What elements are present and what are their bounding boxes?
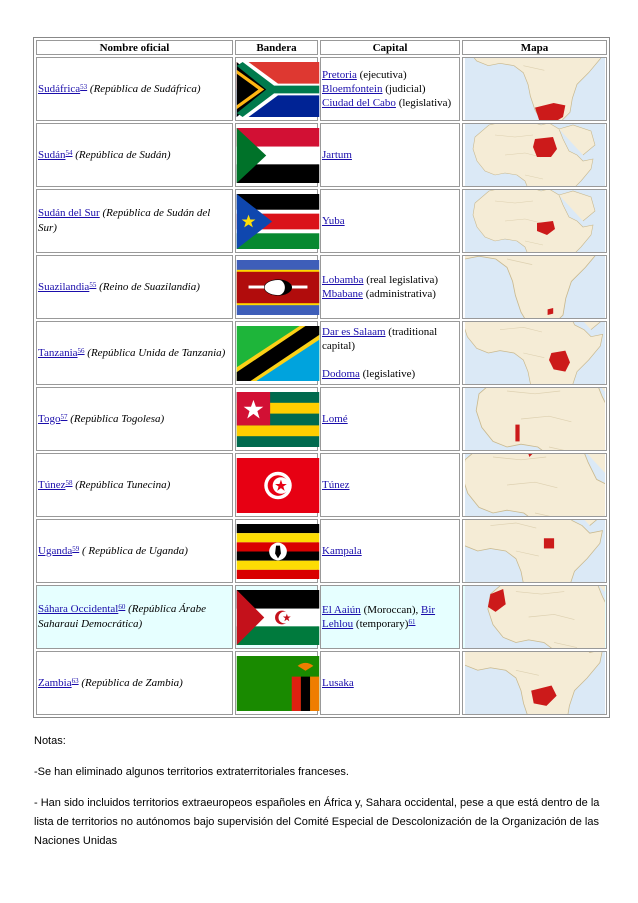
capital-note: (legislative) xyxy=(359,368,416,380)
table-row xyxy=(36,189,607,253)
country-official-name: (República Árabe Saharaui Democrática) xyxy=(38,603,206,630)
flag-cell xyxy=(235,57,318,121)
country-official-name: (República de Zambia) xyxy=(78,676,183,689)
table-row xyxy=(36,585,607,649)
capital-note: (ejecutiva) xyxy=(356,69,407,81)
country-name-cell xyxy=(36,255,233,319)
country-name-cell xyxy=(36,651,233,715)
header-mapa: Mapa xyxy=(462,40,607,55)
sz-location-map-image[interactable] xyxy=(463,256,606,318)
map-cell xyxy=(462,255,607,319)
table-row xyxy=(36,255,607,319)
capital-cell xyxy=(320,387,460,451)
sz-flag-image[interactable] xyxy=(236,260,317,315)
tg-flag-image[interactable] xyxy=(236,392,317,447)
capital-note: (temporary) xyxy=(353,618,409,630)
country-official-name: (República Togolesa) xyxy=(67,412,165,425)
country-link[interactable]: Zambia xyxy=(38,676,72,689)
footnote-ref[interactable]: 61 xyxy=(408,618,416,626)
map-cell xyxy=(462,387,607,451)
footnote-ref[interactable]: 55 xyxy=(89,280,97,289)
zm-flag-image[interactable] xyxy=(236,656,317,711)
header-nombre: Nombre oficial xyxy=(36,40,233,55)
ug-flag-image[interactable] xyxy=(236,524,317,579)
map-cell xyxy=(462,585,607,649)
country-official-name: (República Unida de Tanzania) xyxy=(84,346,226,359)
notes-title: Notas: xyxy=(34,735,66,747)
capital-cell xyxy=(320,651,460,715)
flag-cell xyxy=(235,123,318,187)
capital-cell xyxy=(320,453,460,517)
tn-location-map-image[interactable] xyxy=(463,454,606,516)
capital-link[interactable]: Dodoma xyxy=(322,368,360,380)
header-capital: Capital xyxy=(320,40,460,55)
country-official-name: (República de Sudán del Sur) xyxy=(38,207,211,234)
capital-note: capital) xyxy=(322,340,355,352)
tz-flag-image[interactable] xyxy=(236,326,317,381)
flag-cell xyxy=(235,519,318,583)
footnote-ref[interactable]: 59 xyxy=(72,544,80,553)
capital-link[interactable]: Yuba xyxy=(322,215,345,227)
footnote-ref[interactable]: 53 xyxy=(80,82,88,91)
map-cell xyxy=(462,453,607,517)
country-name-cell xyxy=(36,453,233,517)
footnote-ref[interactable]: 58 xyxy=(65,478,73,487)
capital-note: (traditional xyxy=(385,326,438,338)
capital-link[interactable]: Bloemfontein xyxy=(322,83,383,95)
sd-flag-image[interactable] xyxy=(236,128,317,183)
country-official-name: (República Tunecina) xyxy=(72,478,171,491)
capital-note: (judicial) xyxy=(382,83,426,95)
flag-cell xyxy=(235,453,318,517)
country-link[interactable]: Sáhara Occidental xyxy=(38,603,119,615)
capital-link[interactable]: Lusaka xyxy=(322,677,354,689)
capital-cell xyxy=(320,57,460,121)
notes-line-2: - Han sido incluidos territorios extraeuropeos españoles en África y, Sahara occidental, pese a que está dentro de la lista de territorios no autónomos bajo supervisión del Comité Especial de Descolonización de la Organización de las Naciones Unidas xyxy=(34,797,600,847)
country-name-cell xyxy=(36,123,233,187)
country-name-cell xyxy=(36,189,233,253)
capital-cell xyxy=(320,321,460,385)
flag-cell xyxy=(235,585,318,649)
capital-link[interactable]: Dar es Salaam xyxy=(322,326,386,338)
country-link[interactable]: Uganda xyxy=(38,544,73,557)
flag-cell xyxy=(235,387,318,451)
country-link[interactable]: Túnez xyxy=(38,478,66,491)
capital-link[interactable]: Ciudad del Cabo xyxy=(322,97,396,109)
map-cell xyxy=(462,651,607,715)
map-cell xyxy=(462,123,607,187)
capital-cell xyxy=(320,519,460,583)
table-row xyxy=(36,519,607,583)
countries-table xyxy=(33,37,610,718)
tg-location-map-image[interactable] xyxy=(463,388,606,450)
country-name-cell xyxy=(36,519,233,583)
capital-link[interactable]: Kampala xyxy=(322,545,362,557)
capital-note: (legislativa) xyxy=(395,97,452,109)
capital-note: (administrativa) xyxy=(362,288,436,300)
capital-note: (Moroccan), xyxy=(360,604,421,616)
header-bandera: Bandera xyxy=(235,40,318,55)
ss-location-map-image[interactable] xyxy=(463,190,606,252)
capital-note: (real legislativa) xyxy=(363,274,439,286)
table-row xyxy=(36,651,607,715)
capital-link[interactable]: Pretoria xyxy=(322,69,357,81)
capital-link[interactable]: El Aaiún xyxy=(322,604,361,616)
map-cell xyxy=(462,519,607,583)
map-cell xyxy=(462,321,607,385)
country-link[interactable]: Sudán xyxy=(38,148,66,161)
capital-cell xyxy=(320,123,460,187)
tz-location-map-image[interactable] xyxy=(463,322,606,384)
flag-cell xyxy=(235,189,318,253)
eh-flag-image[interactable] xyxy=(236,590,317,645)
country-link[interactable]: Sudáfrica xyxy=(38,82,81,95)
ss-flag-image[interactable] xyxy=(236,194,317,249)
footnote-ref[interactable]: 57 xyxy=(60,412,68,421)
capital-link[interactable]: Jartum xyxy=(322,149,352,161)
country-official-name: (Reino de Suazilandia) xyxy=(96,280,200,293)
flag-cell xyxy=(235,255,318,319)
country-official-name: ( República de Uganda) xyxy=(79,544,188,557)
capital-link[interactable]: Bir Lehlou xyxy=(322,604,436,630)
notes-line-1: -Se han eliminado algunos territorios extraterritoriales franceses. xyxy=(34,766,349,778)
notes-section xyxy=(34,732,606,863)
country-official-name: (República de Sudán) xyxy=(72,148,171,161)
footnote-ref[interactable]: 63 xyxy=(71,676,79,685)
table-row xyxy=(36,123,607,187)
table-row xyxy=(36,57,607,121)
capital-link[interactable]: Lomé xyxy=(322,413,348,425)
flag-cell xyxy=(235,321,318,385)
footnote-ref[interactable]: 54 xyxy=(65,148,73,157)
sd-location-map-image[interactable] xyxy=(463,124,606,186)
country-official-name: (República de Sudáfrica) xyxy=(87,82,201,95)
capital-cell xyxy=(320,585,460,649)
table-header-row xyxy=(36,40,607,55)
zm-location-map-image[interactable] xyxy=(463,652,606,714)
country-link[interactable]: Tanzania xyxy=(38,346,78,359)
footnote-ref[interactable]: 56 xyxy=(77,346,85,355)
map-cell xyxy=(462,189,607,253)
tn-flag-image[interactable] xyxy=(236,458,317,513)
country-name-cell xyxy=(36,387,233,451)
table-row xyxy=(36,453,607,517)
eh-location-map-image[interactable] xyxy=(463,586,606,648)
capital-link[interactable]: Túnez xyxy=(322,479,350,491)
country-name-cell xyxy=(36,585,233,649)
country-name-cell xyxy=(36,321,233,385)
flag-cell xyxy=(235,651,318,715)
footnote-ref[interactable]: 60 xyxy=(118,603,126,611)
ug-location-map-image[interactable] xyxy=(463,520,606,582)
map-cell xyxy=(462,57,607,121)
za-flag-image[interactable] xyxy=(236,62,317,117)
table-row xyxy=(36,387,607,451)
capital-link[interactable]: Mbabane xyxy=(322,288,363,300)
country-name-cell xyxy=(36,57,233,121)
country-link[interactable]: Suazilandia xyxy=(38,280,90,293)
za-location-map-image[interactable] xyxy=(463,58,606,120)
capital-cell xyxy=(320,189,460,253)
capital-link[interactable]: Lobamba xyxy=(322,274,364,286)
table-row xyxy=(36,321,607,385)
country-link[interactable]: Togo xyxy=(38,412,61,425)
capital-cell xyxy=(320,255,460,319)
country-link[interactable]: Sudán del Sur xyxy=(38,207,100,219)
